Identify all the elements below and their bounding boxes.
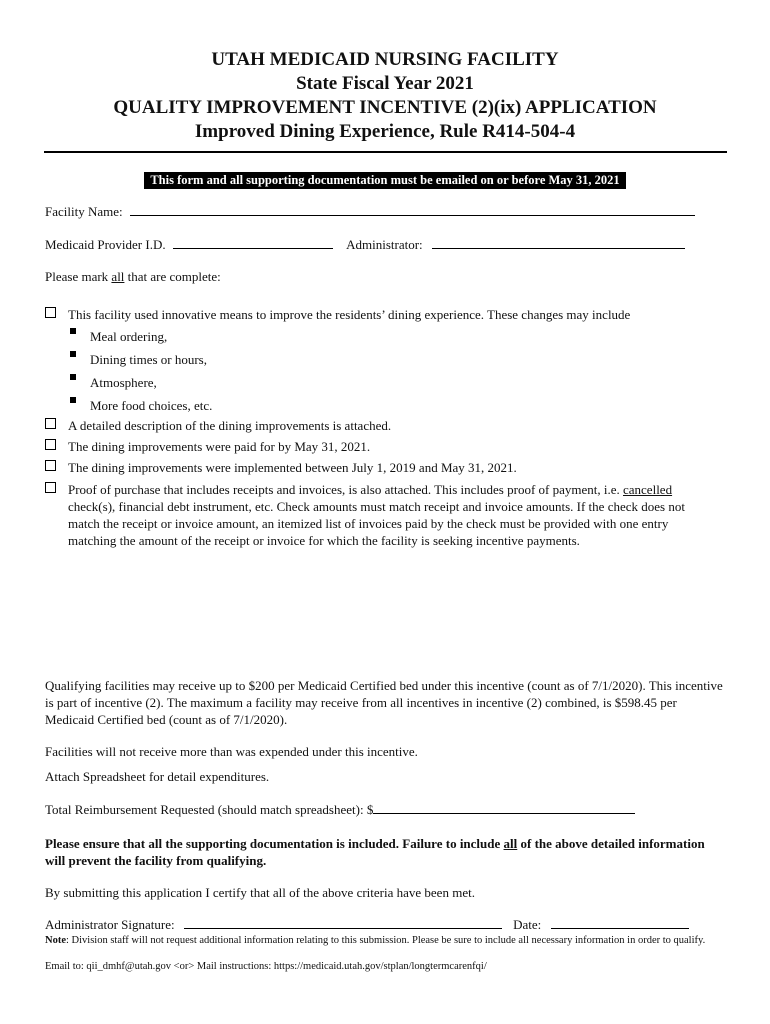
- item-paid-by-date: The dining improvements were paid for by May 31, 2021.: [68, 439, 371, 454]
- bullet-atmosphere: Atmosphere,: [90, 375, 157, 390]
- ensure-suffix: of the above detailed information will prevent the facility from qualifying.: [45, 836, 705, 868]
- form-title: [0, 48, 770, 144]
- date-field[interactable]: [551, 916, 689, 929]
- provider-id-label: Medicaid Provider I.D.: [45, 237, 166, 252]
- item-proof-of-purchase: [68, 481, 718, 549]
- mark-instruction: [45, 268, 221, 285]
- signature-row: [45, 916, 689, 933]
- total-reimbursement-label: Total Reimbursement Requested (should match spreadsheet): $: [45, 802, 374, 817]
- note-body: : Division staff will not request additional information relating to this submission. Please be sure to include all necessary information in order to qualify.: [66, 935, 706, 946]
- bullet-icon: [70, 374, 76, 380]
- bullet-icon: [70, 328, 76, 334]
- ensure-prefix: Please ensure that all the supporting documentation is included. Failure to include: [45, 836, 504, 851]
- email-instructions: Email to: qii_dmhf@utah.gov <or> Mail instructions: https://medicaid.utah.gov/stplan/longtermcarenfqi/: [45, 961, 487, 972]
- ensure-all: all: [503, 836, 518, 851]
- proof-cancelled: cancelled: [623, 482, 673, 497]
- title-line-4: Improved Dining Experience, Rule R414-504-4: [194, 121, 576, 142]
- bullet-icon: [70, 351, 76, 357]
- bullet-meal-ordering: Meal ordering,: [90, 329, 168, 344]
- title-line-1: UTAH MEDICAID NURSING FACILITY: [211, 49, 559, 70]
- item-innovative-means: This facility used innovative means to improve the residents’ dining experience. These changes may include: [68, 307, 631, 322]
- qualifying-paragraph: Qualifying facilities may receive up to $200 per Medicaid Certified bed under this incentive (count as of 7/1/2020). This incentive is part of incentive (2). The maximum a facility may receive from all incentives in incentive (2) combined, is $598.45 per Medicaid Certified bed (count as of 7/1/2020).: [45, 678, 723, 727]
- note-text: [45, 934, 735, 947]
- checkbox-paid-by-date[interactable]: [45, 439, 56, 450]
- title-line-2: State Fiscal Year 2021: [296, 73, 474, 94]
- bullet-food-choices: More food choices, etc.: [90, 398, 213, 413]
- attach-spreadsheet: Attach Spreadsheet for detail expenditures.: [45, 769, 270, 784]
- note-label: Note: [45, 935, 66, 946]
- item-description-attached: A detailed description of the dining improvements is attached.: [68, 418, 392, 433]
- bullet-icon: [70, 397, 76, 403]
- total-reimbursement-row: [45, 801, 635, 818]
- proof-prefix: Proof of purchase that includes receipts and invoices, is also attached. This includes proof of payment, i.e.: [68, 482, 623, 497]
- total-reimbursement-field[interactable]: [373, 801, 635, 814]
- mark-suffix: that are complete:: [124, 269, 221, 284]
- facility-name-row: [45, 203, 695, 220]
- checkbox-innovative-means[interactable]: [45, 307, 56, 318]
- certify-statement: By submitting this application I certify that all of the above criteria have been met.: [45, 885, 475, 900]
- facility-name-field[interactable]: [130, 203, 695, 216]
- date-label: Date:: [513, 917, 542, 932]
- provider-admin-row: [45, 236, 685, 253]
- signature-field[interactable]: [184, 916, 502, 929]
- proof-suffix: check(s), financial debt instrument, etc. Check amounts must match receipt and invoice amounts. If the check does not match the receipt or invoice amount, an itemized list of invoices paid by the check must be provided with one entry matching the amount of the receipt or invoice for which the facility is seeking incentive payments.: [68, 499, 685, 548]
- bullet-dining-times: Dining times or hours,: [90, 352, 207, 367]
- mark-all: all: [111, 269, 125, 284]
- provider-id-field[interactable]: [173, 236, 333, 249]
- facility-name-label: Facility Name:: [45, 204, 123, 219]
- checkbox-proof-of-purchase[interactable]: [45, 482, 56, 493]
- mark-prefix: Please mark: [45, 269, 112, 284]
- checkbox-description-attached[interactable]: [45, 418, 56, 429]
- item-implemented-between: The dining improvements were implemented between July 1, 2019 and May 31, 2021.: [68, 460, 517, 475]
- not-more-than-expended: Facilities will not receive more than was expended under this incentive.: [45, 744, 418, 759]
- signature-label: Administrator Signature:: [45, 917, 175, 932]
- ensure-warning: [45, 835, 725, 869]
- administrator-field[interactable]: [432, 236, 685, 249]
- administrator-label: Administrator:: [346, 237, 423, 252]
- deadline-banner-wrap: [0, 171, 770, 189]
- title-divider: [44, 151, 727, 153]
- checkbox-implemented-between[interactable]: [45, 460, 56, 471]
- deadline-banner: This form and all supporting documentation must be emailed on or before May 31, 2021: [144, 172, 625, 189]
- title-line-3: QUALITY IMPROVEMENT INCENTIVE (2)(ix) APPLICATION: [113, 97, 657, 118]
